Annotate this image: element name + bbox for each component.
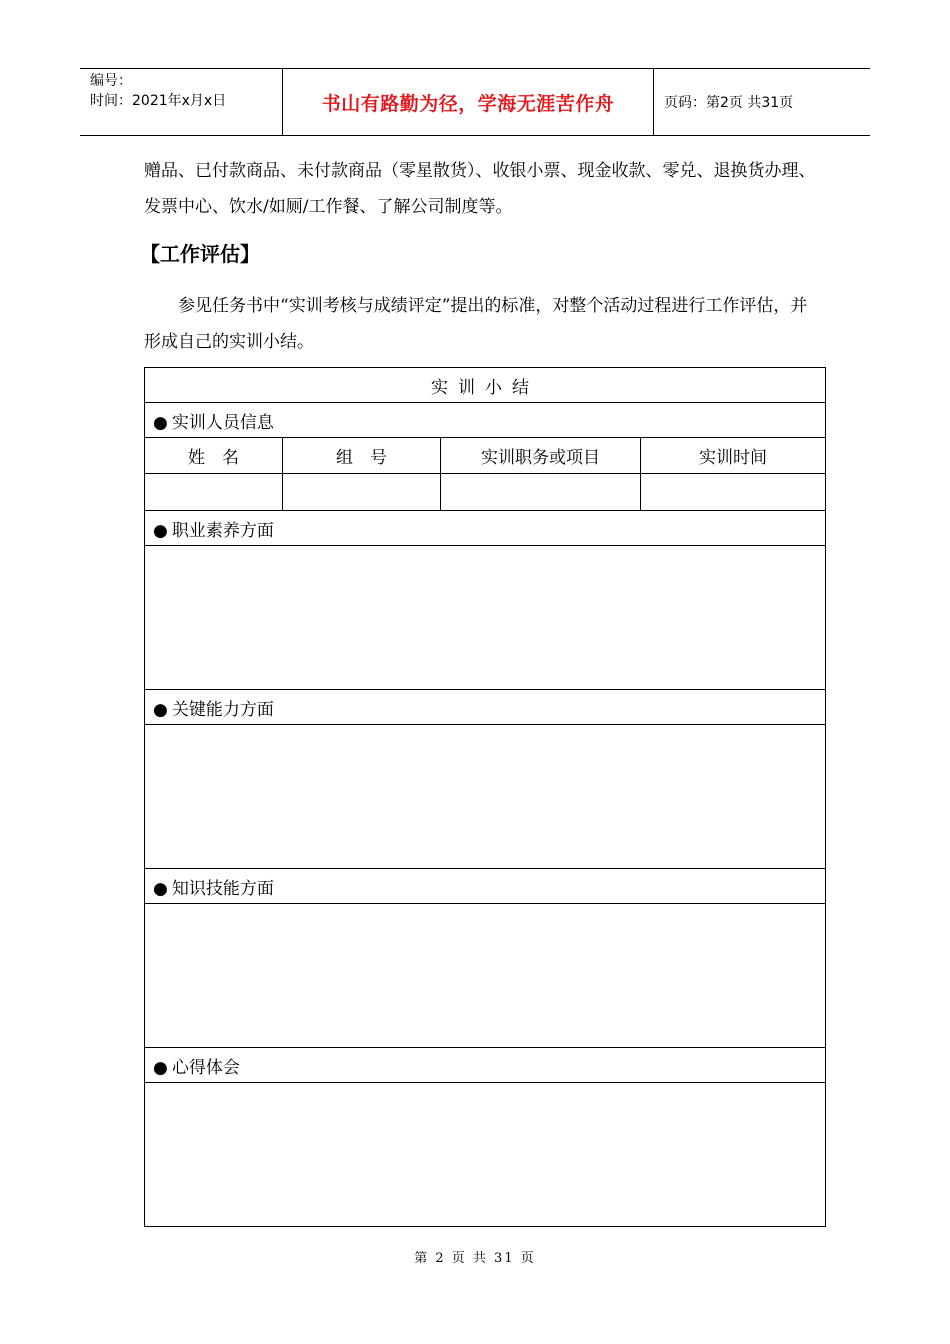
bullet-icon: ● [153, 1057, 168, 1078]
header-page-info: 页码：第2页 共31页 [664, 95, 794, 111]
section-cell [145, 690, 826, 725]
professional-content-cell[interactable] [145, 546, 826, 690]
bullet-icon: ● [153, 412, 168, 433]
serial-number-label: 编号： [90, 73, 132, 89]
training-summary-table [144, 367, 826, 1227]
section-label-professional: 职业素养方面 [171, 520, 274, 541]
section-cell [145, 1048, 826, 1083]
page-footer: 第 2 页 共 31 页 [414, 1251, 536, 1266]
bullet-icon: ● [153, 520, 168, 541]
header-motto: 书山有路勤为径，学海无涯苦作舟 [282, 69, 654, 135]
reflection-content-cell[interactable] [145, 1083, 826, 1227]
intro-paragraph: 赠品、已付款商品、未付款商品（零星散货）、收银小票、现金收款、零兑、退换货办理、发票中心、饮水/如厕/工作餐、了解公司制度等。 [144, 161, 816, 217]
group-cell[interactable] [283, 474, 441, 511]
section-label-personnel: 实训人员信息 [171, 412, 274, 433]
role-cell[interactable] [441, 474, 641, 511]
section-row-knowledge [145, 869, 826, 904]
bullet-icon: ● [153, 878, 168, 899]
reflection-content-row [145, 1083, 826, 1227]
knowledge-content-cell[interactable] [145, 904, 826, 1048]
section-heading: 【工作评估】 [140, 242, 260, 266]
knowledge-content-row [145, 904, 826, 1048]
bullet-icon: ● [153, 699, 168, 720]
section-row-key-ability [145, 690, 826, 725]
table-title: 实训小结 [145, 368, 826, 403]
column-role: 实训职务或项目 [441, 438, 641, 474]
time-cell[interactable] [641, 474, 826, 511]
column-group: 组 号 [283, 438, 441, 474]
section-row-reflection [145, 1048, 826, 1083]
section-cell [145, 511, 826, 546]
section-cell [145, 869, 826, 904]
name-cell[interactable] [145, 474, 283, 511]
key-ability-content-cell[interactable] [145, 725, 826, 869]
table-title-row [145, 368, 826, 403]
header-meta [80, 69, 282, 135]
column-time: 实训时间 [641, 438, 826, 474]
personnel-entry-row [145, 474, 826, 511]
column-name: 姓 名 [145, 438, 283, 474]
section-label-knowledge: 知识技能方面 [171, 878, 274, 899]
instruction-paragraph: 参见任务书中“实训考核与成绩评定”提出的标准，对整个活动过程进行工作评估，并形成自己的实训小结。 [144, 296, 808, 352]
section-row-personnel [145, 403, 826, 438]
page-header [80, 68, 870, 136]
section-label-key-ability: 关键能力方面 [171, 699, 274, 720]
section-row-professional [145, 511, 826, 546]
column-header-row [145, 438, 826, 474]
section-cell [145, 403, 826, 438]
professional-content-row [145, 546, 826, 690]
date-label: 时间：2021年x月x日 [90, 93, 227, 109]
section-label-reflection: 心得体会 [171, 1057, 240, 1078]
key-ability-content-row [145, 725, 826, 869]
